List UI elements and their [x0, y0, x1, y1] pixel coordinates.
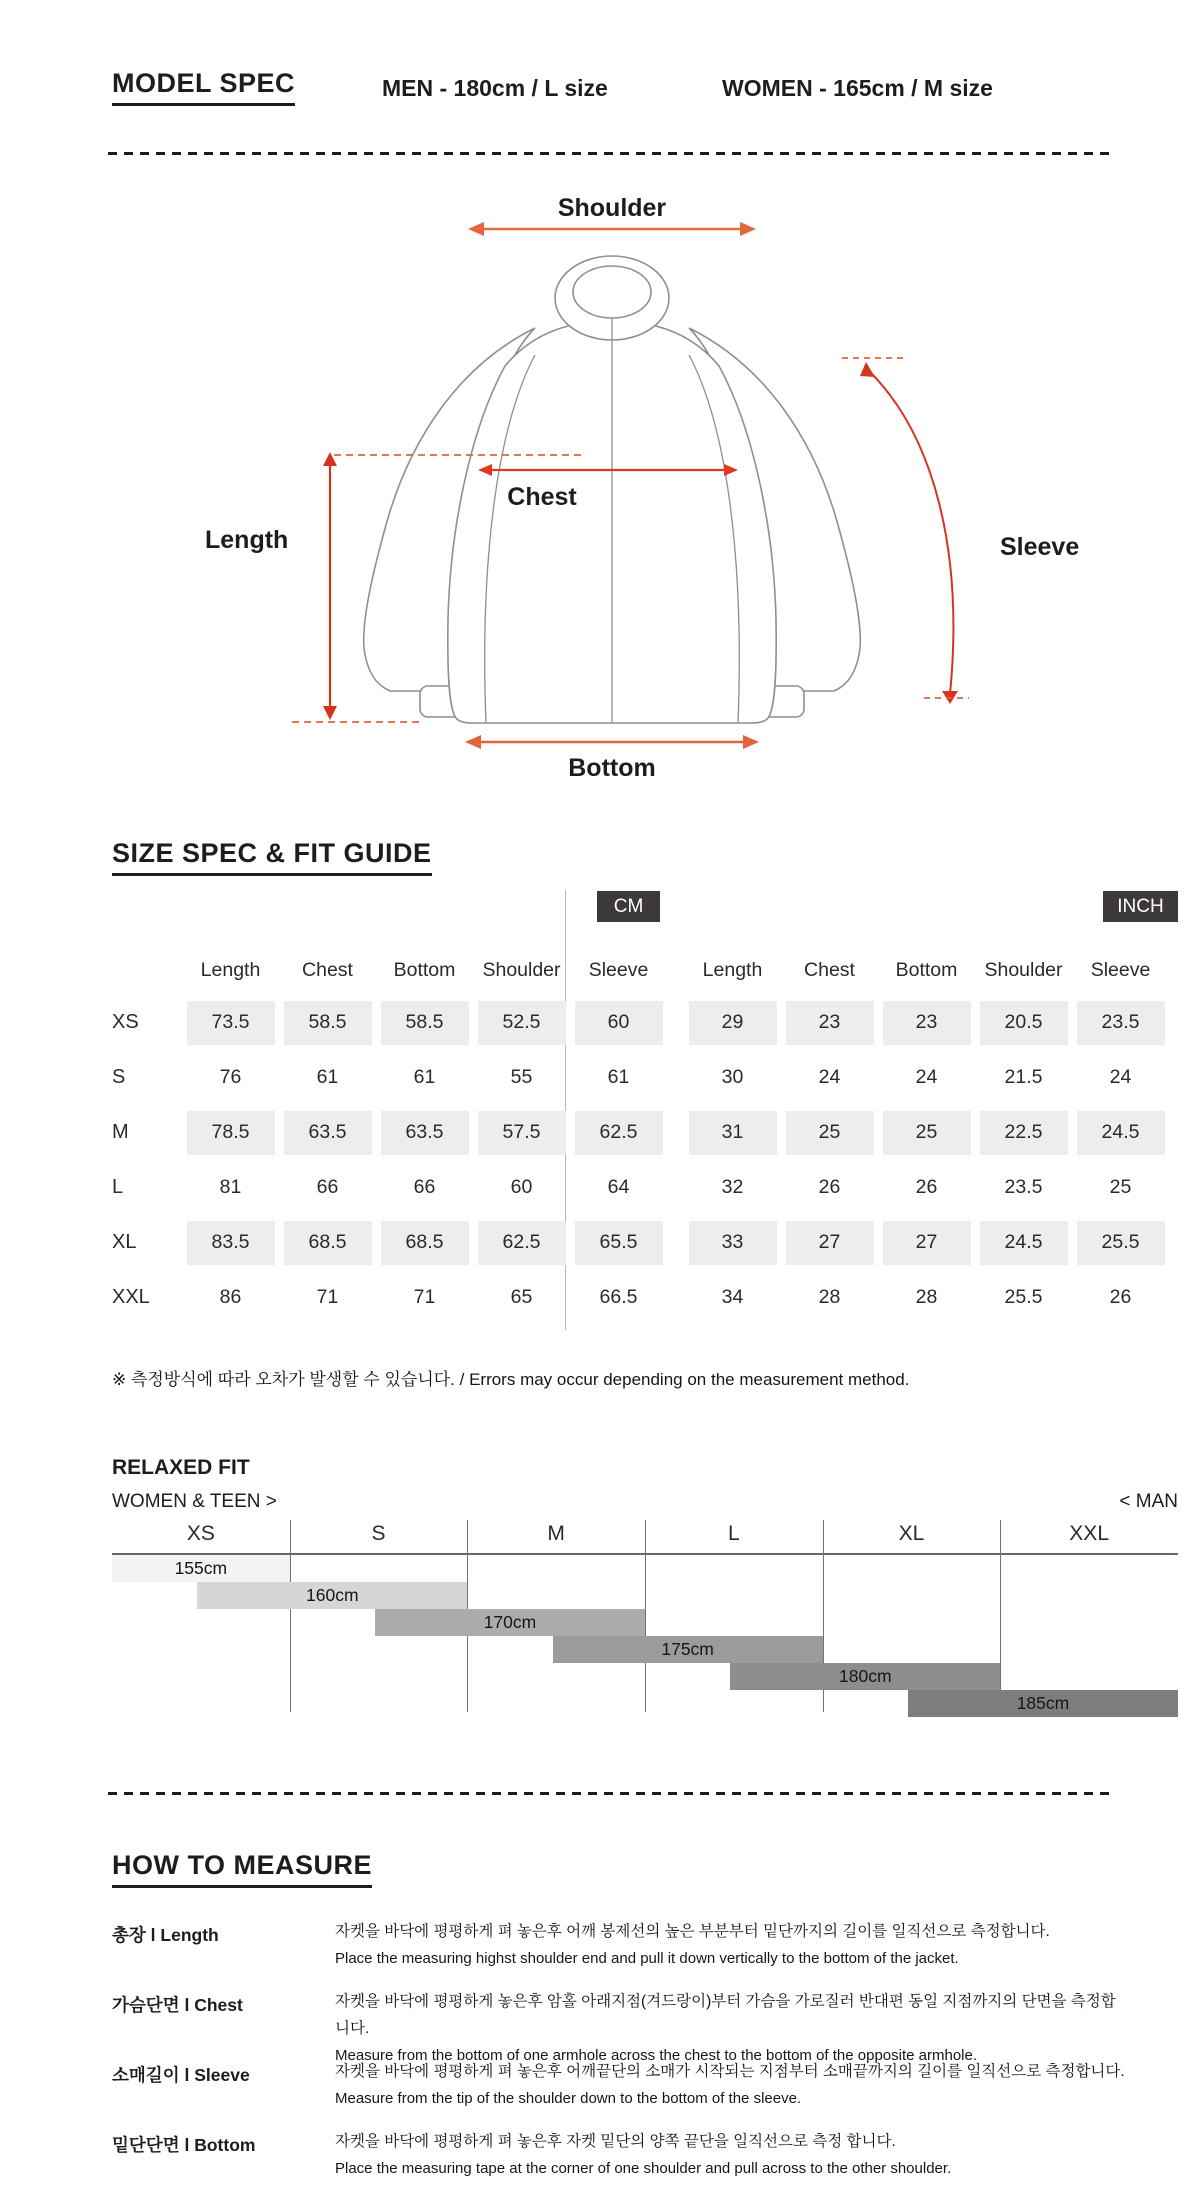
size-value-cell: 63.5 — [376, 1105, 473, 1160]
column-header: Length — [200, 958, 261, 981]
size-value-cell: 63.5 — [279, 1105, 376, 1160]
size-value-cell: 30 — [721, 1066, 744, 1088]
size-spec-header — [112, 838, 432, 876]
size-value-cell: 68.5 — [279, 1215, 376, 1270]
size-value-cell: 25.5 — [1072, 1215, 1169, 1270]
height-range-bar — [197, 1582, 467, 1609]
size-value-cell: 60 — [510, 1176, 533, 1198]
measure-item-description — [335, 1988, 1125, 2069]
measure-desc-english: Place the measuring tape at the corner of one shoulder and pull across to the other shoulder. — [335, 2160, 952, 2177]
measure-item-label: 총장 l Length — [112, 1925, 219, 1945]
size-value-cell: 71 — [413, 1286, 436, 1308]
height-range-bar-label: 180cm — [839, 1666, 892, 1686]
table-row — [684, 995, 1169, 1050]
table-row — [684, 1215, 1169, 1270]
cm-unit-badge: CM — [597, 891, 660, 922]
fit-size-label: L — [727, 1522, 740, 1545]
size-value-cell: 29 — [684, 995, 781, 1050]
table-row — [95, 1105, 667, 1160]
measure-desc-korean: 자켓을 바닥에 평평하게 펴 놓은후 자켓 밑단의 양쪽 끝단을 일직선으로 측정 합니다. — [335, 2133, 896, 2150]
fit-guide-chart — [112, 1515, 1178, 1720]
size-value-cell: 76 — [219, 1066, 242, 1088]
measure-item-label: 가슴단면 l Chest — [112, 1995, 243, 2015]
table-row — [95, 1270, 667, 1325]
women-teen-label: WOMEN & TEEN > — [112, 1491, 277, 1512]
size-table-inch — [684, 945, 1169, 1325]
height-range-bar-label: 160cm — [306, 1585, 359, 1605]
fit-chart-gridline — [290, 1520, 291, 1712]
size-row-label: XXL — [112, 1286, 150, 1308]
model-spec-title: MODEL SPEC — [112, 68, 295, 106]
size-value-cell: 81 — [219, 1176, 242, 1198]
size-table-cm — [95, 945, 667, 1325]
column-header: Sleeve — [1090, 958, 1151, 981]
relaxed-fit-title: RELAXED FIT — [112, 1456, 250, 1479]
size-value-cell: 52.5 — [473, 995, 570, 1050]
table-row — [684, 1050, 1169, 1105]
size-value-cell: 24 — [818, 1066, 841, 1088]
column-header: Sleeve — [588, 958, 649, 981]
fit-size-label: XS — [186, 1522, 215, 1545]
size-value-cell: 26 — [915, 1176, 938, 1198]
bottom-arrow — [465, 735, 759, 749]
how-to-measure-header — [112, 1850, 372, 1888]
fit-size-label: M — [547, 1522, 565, 1545]
size-value-cell: 58.5 — [376, 995, 473, 1050]
model-spec-women: WOMEN - 165cm / M size — [722, 75, 993, 101]
size-value-cell: 23.5 — [1004, 1176, 1043, 1198]
size-value-cell: 65.5 — [570, 1215, 667, 1270]
size-row-label: S — [112, 1066, 126, 1088]
size-value-cell: 71 — [316, 1286, 339, 1308]
fit-size-label: XXL — [1069, 1522, 1110, 1545]
table-row — [95, 1050, 667, 1105]
size-value-cell: 28 — [818, 1286, 841, 1308]
size-value-cell: 60 — [570, 995, 667, 1050]
size-row-label: L — [112, 1176, 124, 1198]
measure-item-label: 밑단단면 l Bottom — [112, 2135, 256, 2155]
size-value-cell: 27 — [878, 1215, 975, 1270]
size-value-cell: 33 — [684, 1215, 781, 1270]
how-to-measure-title: HOW TO MEASURE — [112, 1850, 372, 1888]
size-value-cell: 73.5 — [182, 995, 279, 1050]
column-header: Chest — [302, 958, 353, 981]
size-value-cell: 66 — [316, 1176, 339, 1198]
size-value-cell: 22.5 — [975, 1105, 1072, 1160]
sleeve-arrow — [842, 358, 969, 704]
size-value-cell: 65 — [510, 1286, 533, 1308]
model-spec-header — [112, 68, 295, 106]
column-header: Length — [702, 958, 763, 981]
size-value-cell: 28 — [915, 1286, 938, 1308]
size-value-cell: 25 — [878, 1105, 975, 1160]
measure-desc-english: Measure from the bottom of one armhole across the chest to the bottom of the opposite armhole. — [335, 2047, 978, 2064]
inch-unit-badge: INCH — [1103, 891, 1178, 922]
size-value-cell: 25 — [1109, 1176, 1132, 1198]
size-value-cell: 62.5 — [570, 1105, 667, 1160]
size-value-cell: 23 — [878, 995, 975, 1050]
height-range-bar — [553, 1636, 823, 1663]
size-value-cell: 26 — [818, 1176, 841, 1198]
size-value-cell: 61 — [413, 1066, 436, 1088]
size-value-cell: 55 — [510, 1066, 533, 1088]
size-value-cell: 83.5 — [182, 1215, 279, 1270]
dashed-divider-top — [108, 152, 1116, 155]
height-range-bar-label: 170cm — [483, 1612, 537, 1632]
size-value-cell: 32 — [721, 1176, 744, 1198]
size-value-cell: 86 — [219, 1286, 242, 1308]
size-value-cell: 27 — [781, 1215, 878, 1270]
fit-size-label: S — [371, 1522, 386, 1545]
table-row — [684, 1160, 1169, 1215]
measure-desc-english: Measure from the tip of the shoulder down to the bottom of the sleeve. — [335, 2090, 802, 2107]
size-value-cell: 25 — [781, 1105, 878, 1160]
measure-item-description — [335, 2128, 1125, 2182]
size-row-label: XL — [112, 1231, 137, 1253]
measure-item-description — [335, 1918, 1125, 1972]
size-value-cell: 78.5 — [182, 1105, 279, 1160]
table-header-row — [95, 945, 667, 995]
size-value-cell: 66.5 — [599, 1286, 638, 1308]
size-value-cell: 26 — [1109, 1286, 1132, 1308]
shoulder-arrow — [468, 222, 756, 236]
size-value-cell: 20.5 — [975, 995, 1072, 1050]
size-row-label: XS — [112, 1011, 139, 1033]
chest-label: Chest — [507, 483, 577, 511]
model-spec-men: MEN - 180cm / L size — [382, 75, 608, 101]
size-row-label: M — [112, 1121, 129, 1143]
size-value-cell: 21.5 — [1004, 1066, 1043, 1088]
fit-chart-gridline — [1000, 1520, 1001, 1712]
measure-desc-korean: 자켓을 바닥에 평평하게 펴 놓은후 어깨끝단의 소매가 시작되는 지점부터 소매끝까지의 길이를 일직선으로 측정합니다. — [335, 2063, 1125, 2080]
column-header: Chest — [804, 958, 855, 981]
table-row — [95, 995, 667, 1050]
size-value-cell: 23.5 — [1072, 995, 1169, 1050]
height-range-bar — [375, 1609, 645, 1636]
height-range-bar-label: 185cm — [1016, 1693, 1070, 1713]
column-header: Bottom — [895, 958, 958, 981]
measurement-note: ※ 측정방식에 따라 오차가 발생할 수 있습니다. / Errors may occur depending on the measurement method. — [112, 1370, 910, 1389]
dashed-divider-bottom — [108, 1792, 1116, 1795]
table-row — [95, 1160, 667, 1215]
size-value-cell: 23 — [781, 995, 878, 1050]
table-row — [95, 1215, 667, 1270]
height-range-bar-label: 155cm — [174, 1558, 228, 1578]
jacket-collar-inner — [573, 266, 651, 318]
size-value-cell: 31 — [684, 1105, 781, 1160]
man-label: < MAN — [1119, 1491, 1178, 1512]
size-value-cell: 24 — [915, 1066, 938, 1088]
measure-desc-korean: 자켓을 바닥에 평평하게 놓은후 암홀 아래지점(겨드랑이)부터 가슴을 가로질러 반대편 동일 지점까지의 단면을 측정합니다. — [335, 1993, 1116, 2037]
size-value-cell: 57.5 — [473, 1105, 570, 1160]
size-value-cell: 25.5 — [1004, 1286, 1043, 1308]
size-spec-title: SIZE SPEC & FIT GUIDE — [112, 838, 432, 876]
bottom-label: Bottom — [568, 754, 656, 782]
size-value-cell: 24.5 — [975, 1215, 1072, 1270]
column-header: Shoulder — [984, 958, 1063, 981]
column-header: Shoulder — [482, 958, 561, 981]
table-row — [684, 1105, 1169, 1160]
column-header: Bottom — [393, 958, 456, 981]
size-value-cell: 61 — [607, 1066, 630, 1088]
size-value-cell: 58.5 — [279, 995, 376, 1050]
height-range-bar — [730, 1663, 1000, 1690]
sleeve-label: Sleeve — [1000, 533, 1080, 561]
size-value-cell: 66 — [413, 1176, 436, 1198]
size-value-cell: 24.5 — [1072, 1105, 1169, 1160]
size-value-cell: 62.5 — [473, 1215, 570, 1270]
length-label: Length — [205, 526, 289, 554]
size-value-cell: 34 — [721, 1286, 744, 1308]
table-row — [684, 1270, 1169, 1325]
measure-desc-korean: 자켓을 바닥에 평평하게 펴 놓은후 어깨 봉제선의 높은 부분부터 밑단까지의 길이를 일직선으로 측정합니다. — [335, 1923, 1050, 1940]
size-value-cell: 68.5 — [376, 1215, 473, 1270]
shoulder-label: Shoulder — [557, 194, 667, 222]
size-value-cell: 64 — [607, 1176, 630, 1198]
table-header-row — [684, 945, 1169, 995]
measure-item-label: 소매길이 l Sleeve — [112, 2065, 250, 2085]
measure-item-description — [335, 2058, 1125, 2112]
jacket-measurement-diagram — [290, 170, 970, 830]
measure-desc-english: Place the measuring highst shoulder end and pull it down vertically to the bottom of the jacket. — [335, 1950, 959, 1967]
height-range-bar-label: 175cm — [661, 1639, 714, 1659]
height-range-bar — [112, 1555, 290, 1582]
height-range-bar — [908, 1690, 1178, 1717]
fit-chart-gridline — [645, 1520, 646, 1712]
size-value-cell: 24 — [1109, 1066, 1132, 1088]
size-value-cell: 61 — [316, 1066, 339, 1088]
fit-size-label: XL — [898, 1522, 925, 1545]
